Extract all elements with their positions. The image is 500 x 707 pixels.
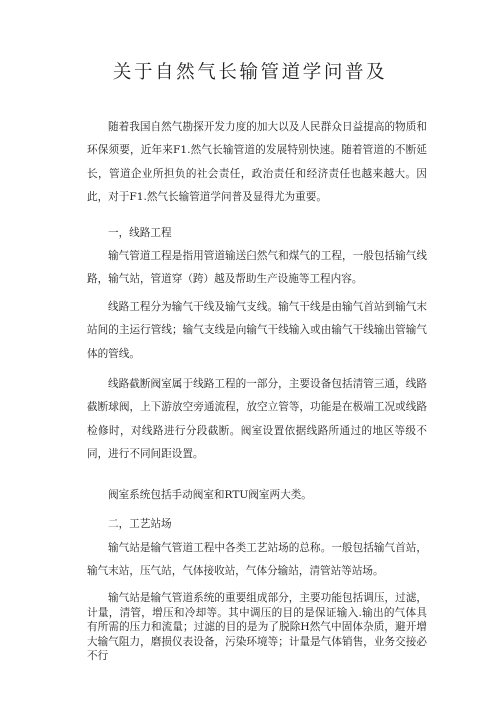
section-heading-line-engineering: 一，线路工程	[108, 227, 172, 239]
section-heading-process-station: 二，工艺站场	[108, 518, 172, 530]
paragraph-gas-stations: 输气站是输气管道工程中各类工艺站场的总称。一般包括输气首站，输气末站，压气站，气体接收站，气体分输站，清管站等站场。	[87, 542, 427, 578]
paragraph-pipeline-engineering: 输气管道工程是指用管道输送臼然气和煤气的工程，一般包括输气线路，输气站，管道穿（跨）越及帮助生产设施等工程内容。	[87, 250, 427, 286]
paragraph-station-functions: 输气站是输气管道系统的重要组成部分，主要功能包括调压，过滤，计量，清管，增压和冷却等。其中调压的目的是保证输入.输出的气体具有所需的压力和流量；过滤的目的是为了脱除H然气中固体杂质，避开增大输气阻力，磨损仪表设备，污染环境等；计量是气体销售，业务交接必不行	[87, 592, 427, 663]
paragraph-trunk-branch-lines: 线路工程分为输气干线及输气支线。输气干线是由输气首站到输气末站间的主运行管线；输气支线是向输气干线输入或由输气干线输出管输气体的管线。	[87, 301, 427, 360]
paragraph-valve-chamber: 线路截断阀室属于线路工程的一部分，主要设备包括清管三通，线路截断球阀，上下游放空旁通流程，放空立管等，功能是在极端工况或线路检修时，对线路进行分段截断。阀室设置依据线路所通过的地区等级不同，进行不同间距设置。	[87, 378, 427, 460]
paragraph-valve-system-types: 阀室系统包括手动阀室和RTU阀室两大类。	[108, 489, 312, 501]
document-title: 关于自然气长输管道学问普及	[112, 62, 388, 83]
paragraph-intro: 随着我国自然气勘探开发力度的加大以及人民群众日益提高的物质和环保须要，近年来F1.然气长输管道的发展特别快速。随着管道的不断延长，管道企业所担负的社会责任，政治责任和经济责任也越来越大。因此，对于F1.然气长输管道学问普及显得尤为重要。	[87, 121, 427, 203]
